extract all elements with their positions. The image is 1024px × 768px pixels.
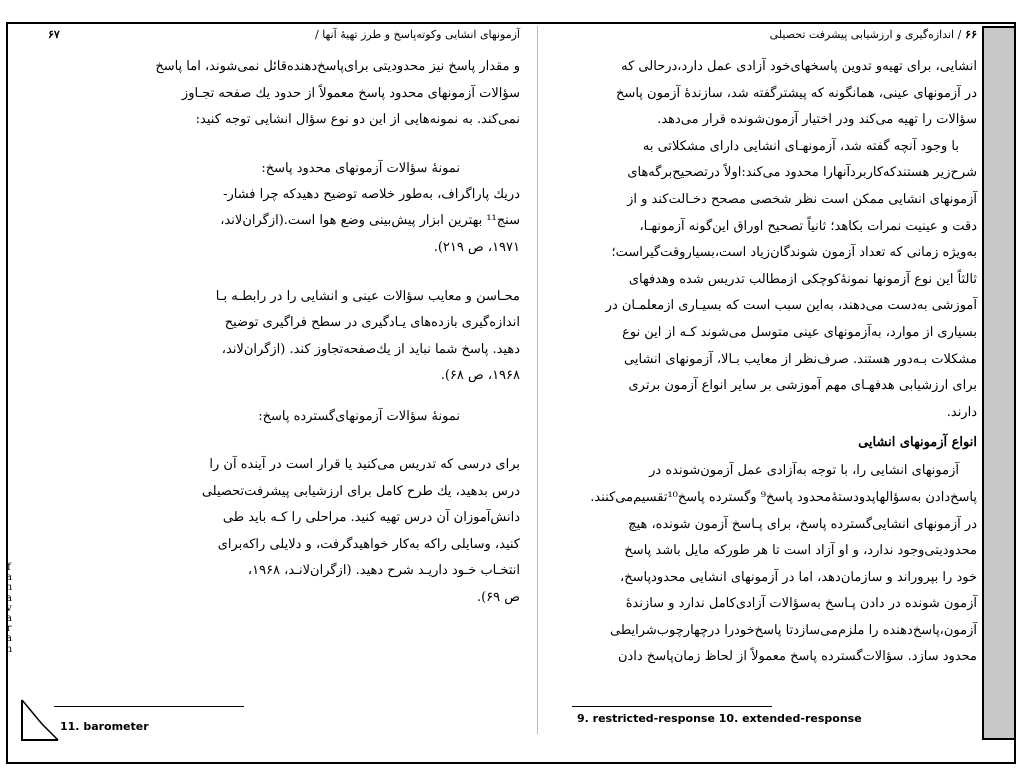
text-line: آزمون،پاسخ‌دهنده را ملزم‌می‌سازدتا پاسخ‌خودرا درچهارچوب‌شرایطی [610,622,977,638]
sample3-heading: نمونهٔ سؤالات آزمونهای‌گسترده پاسخ: [258,408,460,424]
sample3-text [48,452,520,612]
watermark-letter: n [5,643,13,655]
text-line: انشایی، برای تهیه‌و تدوین پاسخهای‌خود آزادی عمل دارد،درحالی که [621,59,977,74]
sample2-text [48,284,520,390]
text-line: در آزمونهای عینی، همانگونه که پیشترگفته شد، سازندهٔ آزمون پاسخ [616,85,977,101]
text-line: آزمون شونده در دادن پـاسخ به‌سؤالات آزادی‌کامل ندارد و سازندهٔ [625,596,977,612]
text-line: آزمونهای انشایی ممکن است نظر شخصی مصحح دخـالت‌کند و از [627,191,977,207]
text-line: شرح‌زیر هستندکه‌کاربردآنهارا محدود می‌کند:اولاً درتصحیح‌برگه‌های [627,165,977,181]
text-line: دریك پاراگراف، بەطور خلاصه توضیح دهیدکه چرا فشار- [223,186,520,202]
right-paragraph-2 [545,134,977,427]
left-page [48,28,520,736]
left-page-number: ۶۷ [48,28,60,41]
text-line: خود را بپروراند و سازمان‌دهد، اما در آزمونهای انشایی محدودپاسخ، [620,569,977,585]
text-line: اندازه‌گیری بازده‌های یـادگیری در سطح فراگیری توضیح [224,315,520,331]
text-line: دارند. [946,404,977,420]
left-footnote-rule [54,706,244,707]
text-line: ۱۹۶۸، ص ۶۸). [440,368,520,384]
watermark-letter: a [6,592,12,604]
right-paragraph-3 [545,458,977,671]
text-line: دانش‌آموزان آن درس تهیه کنید. مراحلی را کـه باید طی [222,510,520,526]
text-line: مشکلات بـه‌دور هستند. صرف‌نظر از معایب بـالا، آزمونهای انشایی [624,351,977,367]
section-heading: انواع آزمونهای انشایی [858,435,977,451]
text-line: سؤالات را تهیه می‌کند ودر اختیار آزمون‌شونده قرار می‌دهد. [657,112,977,128]
left-footnote: 11. barometer [60,720,149,733]
text-line: دهید. پاسخ شما نباید از یك‌صفحه‌تجاوز کند. (ازگران‌لاند، [221,341,520,357]
text-line: پاسخ‌دادن به‌سؤالهاپدودستهٔ‌محدود پاسخ⁹ وگسترده پاسخ¹⁰تقسیم‌می‌کنند. [590,489,977,505]
text-line: ص ۶۹). [476,589,520,605]
text-line: با وجود آنچه گفته شد، آزمونهـای انشایی دارای مشکلاتی به [642,138,959,154]
watermark-letter: v [6,602,12,614]
watermark-letter: f [7,562,11,573]
right-running-title: / اندازه‌گیری و ارزشیابی پیشرفت تحصیلی [769,28,962,41]
text-line: ۱۹۷۱، ص ۲۱۹). [433,239,520,255]
text-line: نمی‌کند. به نمونه‌هایی از این دو نوع سؤال انشایی توجه کنید: [195,112,520,128]
right-page-number: ۶۶ [965,28,977,41]
right-page [545,28,977,736]
watermark-letter: a [6,572,12,584]
text-line: آموزشی به‌دست می‌دهند، به‌این سبب است که بسیـاری ازمعلمـان در [605,298,977,314]
text-line: سؤالات آزمونهای محدود پاسخ معمولاً از حدود یك صفحه تجـاوز [181,85,520,101]
text-line: محدودیتی‌وجود ندارد، و او آزاد است تا هر طورکه مایل باشد پاسخ [624,543,977,559]
text-line: در آزمونهای انشایی‌گسترده پاسخ، برای پـاسخ آزمون شونده، هیچ [628,516,977,532]
watermark-letter: a [6,613,12,625]
text-line: برای درسی که تدریس می‌کنید یا قرار است در آینده آن را [209,456,520,472]
text-line: محدود سازد. سؤالات‌گسترده پاسخ معمولاً از لحاظ زمان‌پاسخ دادن [617,649,977,665]
sample1-text [48,182,520,262]
text-line: برای ارزشیابی هدفهـای مهم آموزشی بر سایر انواع آزمون برتری [628,378,977,394]
watermark-letter: r [6,623,12,635]
right-footnote: 9. restricted-response 10. extended-response [577,712,862,725]
text-line: درس بدهید، یك طرح کامل برای ارزشیابی پیشرفت‌تحصیلی [201,483,520,499]
watermark-letter: a [6,633,12,645]
page-gutter [537,26,538,734]
left-page-header [48,28,520,44]
sample1-heading: نمونهٔ سؤالات آزمونهای محدود پاسخ: [261,160,460,176]
watermark-letter: n [5,582,13,594]
text-line: به‌ویژه زمانی که تعداد آزمون شوندگان‌زیاد است،بسیاروقت‌گیراست؛ [611,245,977,261]
left-intro-paragraph [48,54,520,134]
text-line: دقت و عینیت نمرات بکاهد؛ ثانیاً تصحیح اوراق این‌گونه آزمونهـا، [639,218,977,234]
right-page-header [545,28,977,44]
text-line: محـاسن و معایب سؤالات عینی و انشایی را در رابطـه بـا [215,288,520,304]
page-curl-icon [20,698,60,742]
side-scroll-tab [982,26,1016,740]
watermark-vertical [3,563,15,655]
text-line: کنید، وسایلی راکه به‌کار خواهیدگرفت، و دلایلی راکه‌برای [217,536,520,552]
text-line: بسیاری از موارد، به‌آزمونهای عینی متوسل می‌شوند کـه از این نوع [622,324,977,340]
text-line: انتخـاب خـود داریـد شرح دهید. (ازگران‌لانـد، ۱۹۶۸، [247,563,520,579]
left-running-title: آزمونهای انشایی وکوته‌پاسخ و طرز تهیهٔ آنها / [315,28,520,41]
text-line: و مقدار پاسخ نیز محدودیتی برای‌پاسخ‌دهنده‌قائل نمی‌شوند، اما پاسخ [155,59,520,74]
right-page-number-title [770,28,977,41]
right-footnote-rule [572,706,772,707]
right-paragraph-1 [545,54,977,134]
text-line: آزمونهای انشایی را، با توجه به‌آزادی عمل آزمون‌شونده در [649,463,959,479]
text-line: سنج¹¹ بهترین ابزار پیش‌بینی وضع هوا است.(ازگران‌لاند، [220,213,520,229]
text-line: ثالثاً این نوع آزمونها نمونهٔ‌کوچکی ازمطالب تدریس شده وهدفهای [628,271,977,287]
